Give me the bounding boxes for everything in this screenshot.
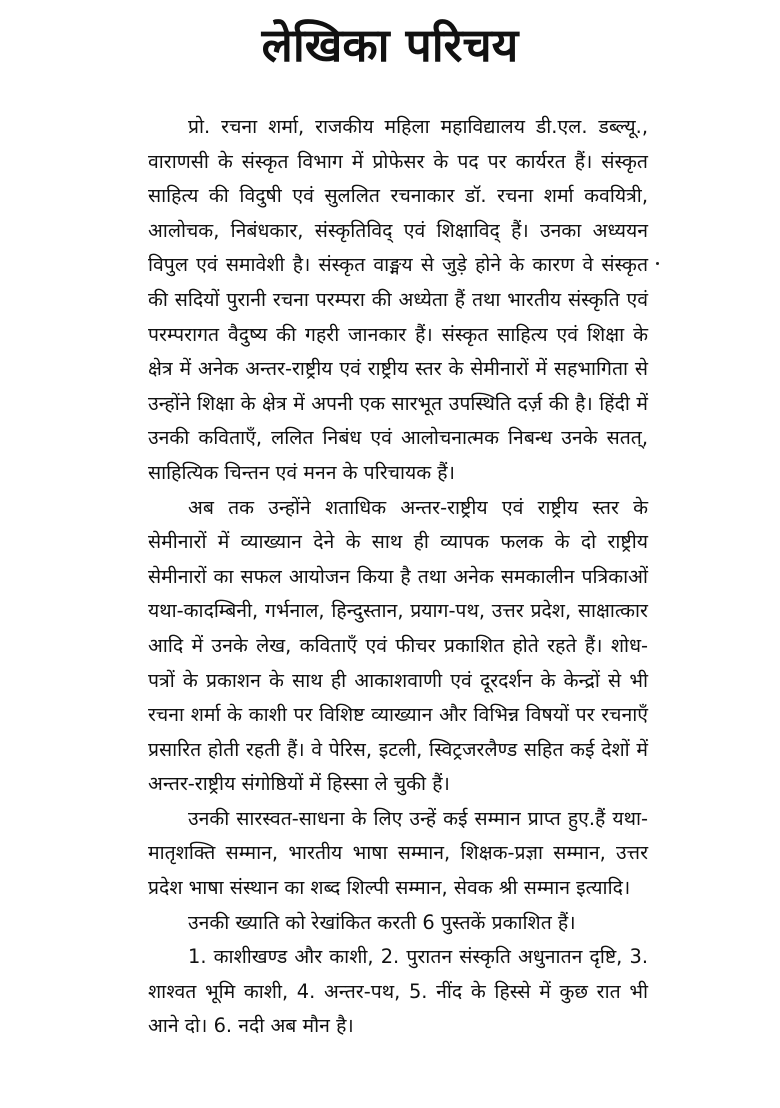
paragraph-book-list: 1. काशीखण्ड और काशी, 2. पुरातन संस्कृति अधुनातन दृष्टि, 3. शाश्वत भूमि काशी, 4. अन्तर-पथ, 5. नींद के हिस्से में कुछ रात भी आने दो। 6. नदी अब मौन है। [148, 945, 648, 1038]
page-title: लेखिका परिचय [261, 18, 519, 72]
paragraph-seminars-publications: अब तक उन्होंने शताधिक अन्तर-राष्ट्रीय एवं राष्ट्रीय स्तर के सेमीनारों में व्याख्यान देने के साथ ही व्यापक फलक के दो राष्ट्रीय सेमीनारों का सफल आयोजन किया है तथा अनेक समकालीन पत्रिकाओं यथा-कादम्बिनी, गर्भनाल, हिन्दुस्तान, प्रयाग-पथ, उत्तर प्रदेश, साक्षात्कार आदि में उनके लेख, कविताएँ एवं फीचर प्रकाशित होते रहते हैं। शोध-पत्रों के प्रकाशन के साथ ही आकाशवाणी एवं दूरदर्शन के केन्द्रों से भी रचना शर्मा के काशी पर विशिष्ट व्याख्यान और विभिन्न विषयों पर रचनाएँ प्रसारित होती रहती हैं। वे पेरिस, इटली, स्विट्रजरलैण्ड सहित कई देशों में अन्तर-राष्ट्रीय संगोष्ठियों में हिस्सा ले चुकी हैं। [148, 495, 648, 796]
stray-mark [656, 262, 659, 265]
paragraph-introduction: प्रो. रचना शर्मा, राजकीय महिला महाविद्यालय डी.एल. डब्ल्यू., वाराणसी के संस्कृत विभाग में प्रोफेसर के पद पर कार्यरत हैं। संस्कृत साहित्य की विदुषी एवं सुललित रचनाकार डॉ. रचना शर्मा कवयित्री, आलोचक, निबंधकार, संस्कृतिविद् एवं शिक्षाविद् हैं। उनका अध्ययन विपुल एवं समावेशी है। संस्कृत वाङ्मय से जुड़े होने के कारण वे संस्कृत की सदियों पुरानी रचना परम्परा की अध्येता हैं तथा भारतीय संस्कृति एवं परम्परागत वैदुष्य की गहरी जानकार हैं। संस्कृत साहित्य एवं शिक्षा के क्षेत्र में अनेक अन्तर-राष्ट्रीय एवं राष्ट्रीय स्तर के सेमीनारों में सहभागिता से उन्होंने शिक्षा के क्षेत्र में अपनी एक सारभूत उपस्थिति दर्ज़ की है। हिंदी में उनकी कविताएँ, ललित निबंध एवं आलोचनात्मक निबन्ध उनके सतत्, साहित्यिक चिन्तन एवं मनन के परिचायक हैं। [148, 115, 648, 484]
paragraph-awards: उनकी सारस्वत-साधना के लिए उन्हें कई सम्मान प्राप्त हुए.हैं यथा-मातृशक्ति सम्मान, भारतीय भाषा सम्मान, शिक्षक-प्रज्ञा सम्मान, उत्तर प्रदेश भाषा संस्थान का शब्द शिल्पी सम्मान, सेवक श्री सम्मान इत्यादि। [148, 806, 648, 900]
paragraph-books-intro: उनकी ख्याति को रेखांकित करती 6 पुस्तकें प्रकाशित हैं। [188, 910, 576, 934]
body-text [148, 110, 648, 1044]
